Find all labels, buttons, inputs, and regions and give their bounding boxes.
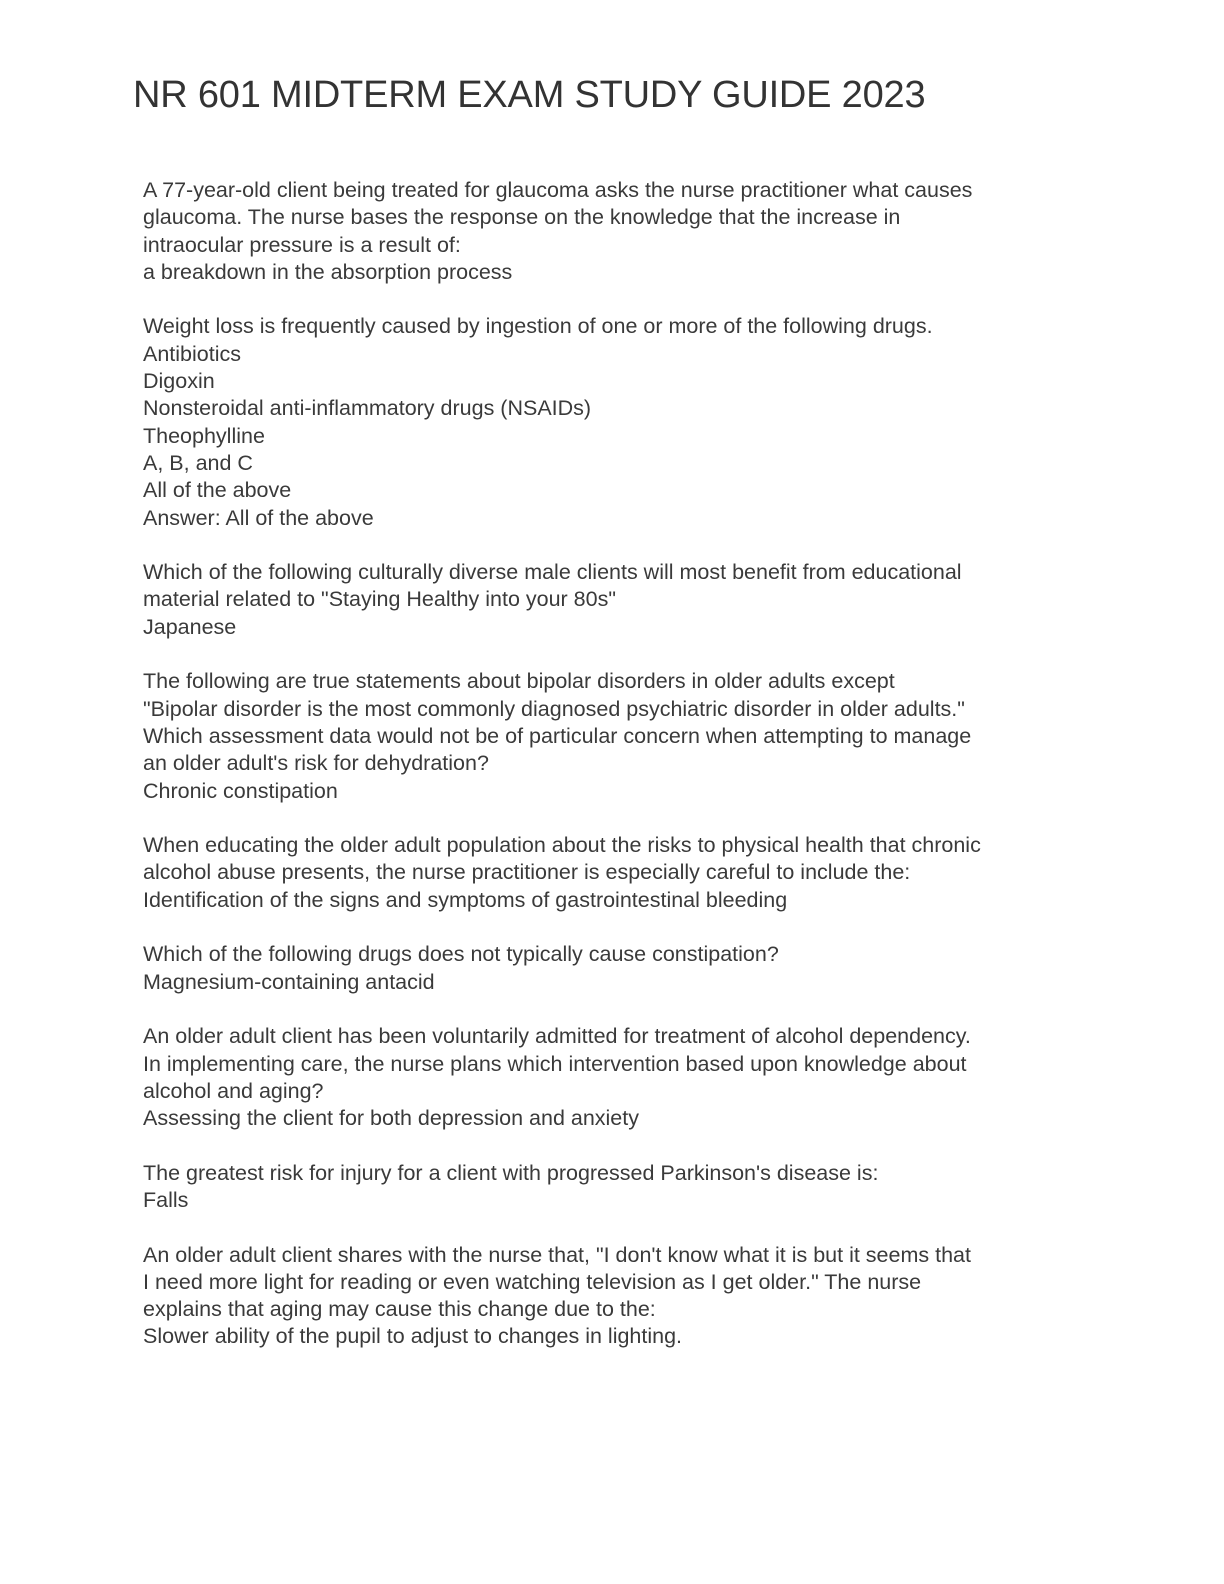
text-line: The greatest risk for injury for a client with progressed Parkinson's disease is: — [143, 1160, 879, 1185]
text-line: alcohol abuse presents, the nurse practitioner is especially careful to include the: — [143, 860, 911, 885]
option-line: Antibiotics — [143, 341, 241, 366]
option-line: A, B, and C — [143, 450, 253, 475]
text-line: A 77-year-old client being treated for glaucoma asks the nurse practitioner what causes — [143, 178, 973, 202]
answer-line: Magnesium-containing antacid — [143, 969, 435, 994]
question-block-9 — [143, 1242, 1103, 1351]
question-block-3 — [143, 559, 1103, 641]
question-block-6 — [143, 941, 1103, 996]
text-line: "Bipolar disorder is the most commonly diagnosed psychiatric disorder in older adults." — [143, 696, 965, 721]
answer-line: Slower ability of the pupil to adjust to changes in lighting. — [143, 1324, 683, 1349]
text-line: Which of the following culturally diverse male clients will most benefit from educational — [143, 560, 962, 585]
text-line: The following are true statements about bipolar disorders in older adults except — [143, 669, 895, 694]
text-line: An older adult client shares with the nurse that, "I don't know what it is but it seems that — [143, 1242, 971, 1267]
text-line: I need more light for reading or even watching television as I get older." The nurse — [143, 1269, 922, 1294]
answer-line: Falls — [143, 1187, 189, 1212]
text-line: material related to "Staying Healthy into your 80s" — [143, 587, 616, 612]
text-line: Weight loss is frequently caused by ingestion of one or more of the following drugs. — [143, 314, 933, 339]
text-line: glaucoma. The nurse bases the response on the knowledge that the increase in — [143, 205, 901, 230]
text-line: intraocular pressure is a result of: — [143, 232, 461, 257]
answer-line: Identification of the signs and symptoms of gastrointestinal bleeding — [143, 887, 788, 912]
question-block-8 — [143, 1160, 1103, 1215]
document-body — [143, 177, 1103, 1378]
answer-line: Assessing the client for both depression and anxiety — [143, 1106, 639, 1131]
question-block-7 — [143, 1023, 1103, 1132]
text-line: An older adult client has been voluntarily admitted for treatment of alcohol dependency. — [143, 1024, 971, 1049]
option-line: Digoxin — [143, 369, 215, 394]
text-line: Which of the following drugs does not typically cause constipation? — [143, 942, 779, 967]
option-line: All of the above — [143, 478, 292, 503]
text-line: When educating the older adult population about the risks to physical health that chronic — [143, 833, 981, 858]
page-title: NR 601 MIDTERM EXAM STUDY GUIDE 2023 — [133, 74, 926, 116]
text-line: alcohol and aging? — [143, 1078, 324, 1103]
question-block-5 — [143, 832, 1103, 914]
text-line: Which assessment data would not be of particular concern when attempting to manage — [143, 723, 972, 748]
answer-line: a breakdown in the absorption process — [143, 259, 513, 284]
option-line: Nonsteroidal anti-inflammatory drugs (NSAIDs) — [143, 396, 592, 421]
text-line: In implementing care, the nurse plans which intervention based upon knowledge about — [143, 1051, 967, 1076]
option-line: Theophylline — [143, 423, 265, 448]
question-block-4 — [143, 668, 1103, 804]
answer-line: Chronic constipation — [143, 778, 338, 803]
text-line: explains that aging may cause this change due to the: — [143, 1297, 656, 1322]
text-line: an older adult's risk for dehydration? — [143, 751, 489, 776]
question-block-2 — [143, 313, 1103, 531]
answer-line: Japanese — [143, 614, 237, 639]
answer-line: Answer: All of the above — [143, 505, 374, 530]
question-block-1 — [143, 177, 1103, 286]
